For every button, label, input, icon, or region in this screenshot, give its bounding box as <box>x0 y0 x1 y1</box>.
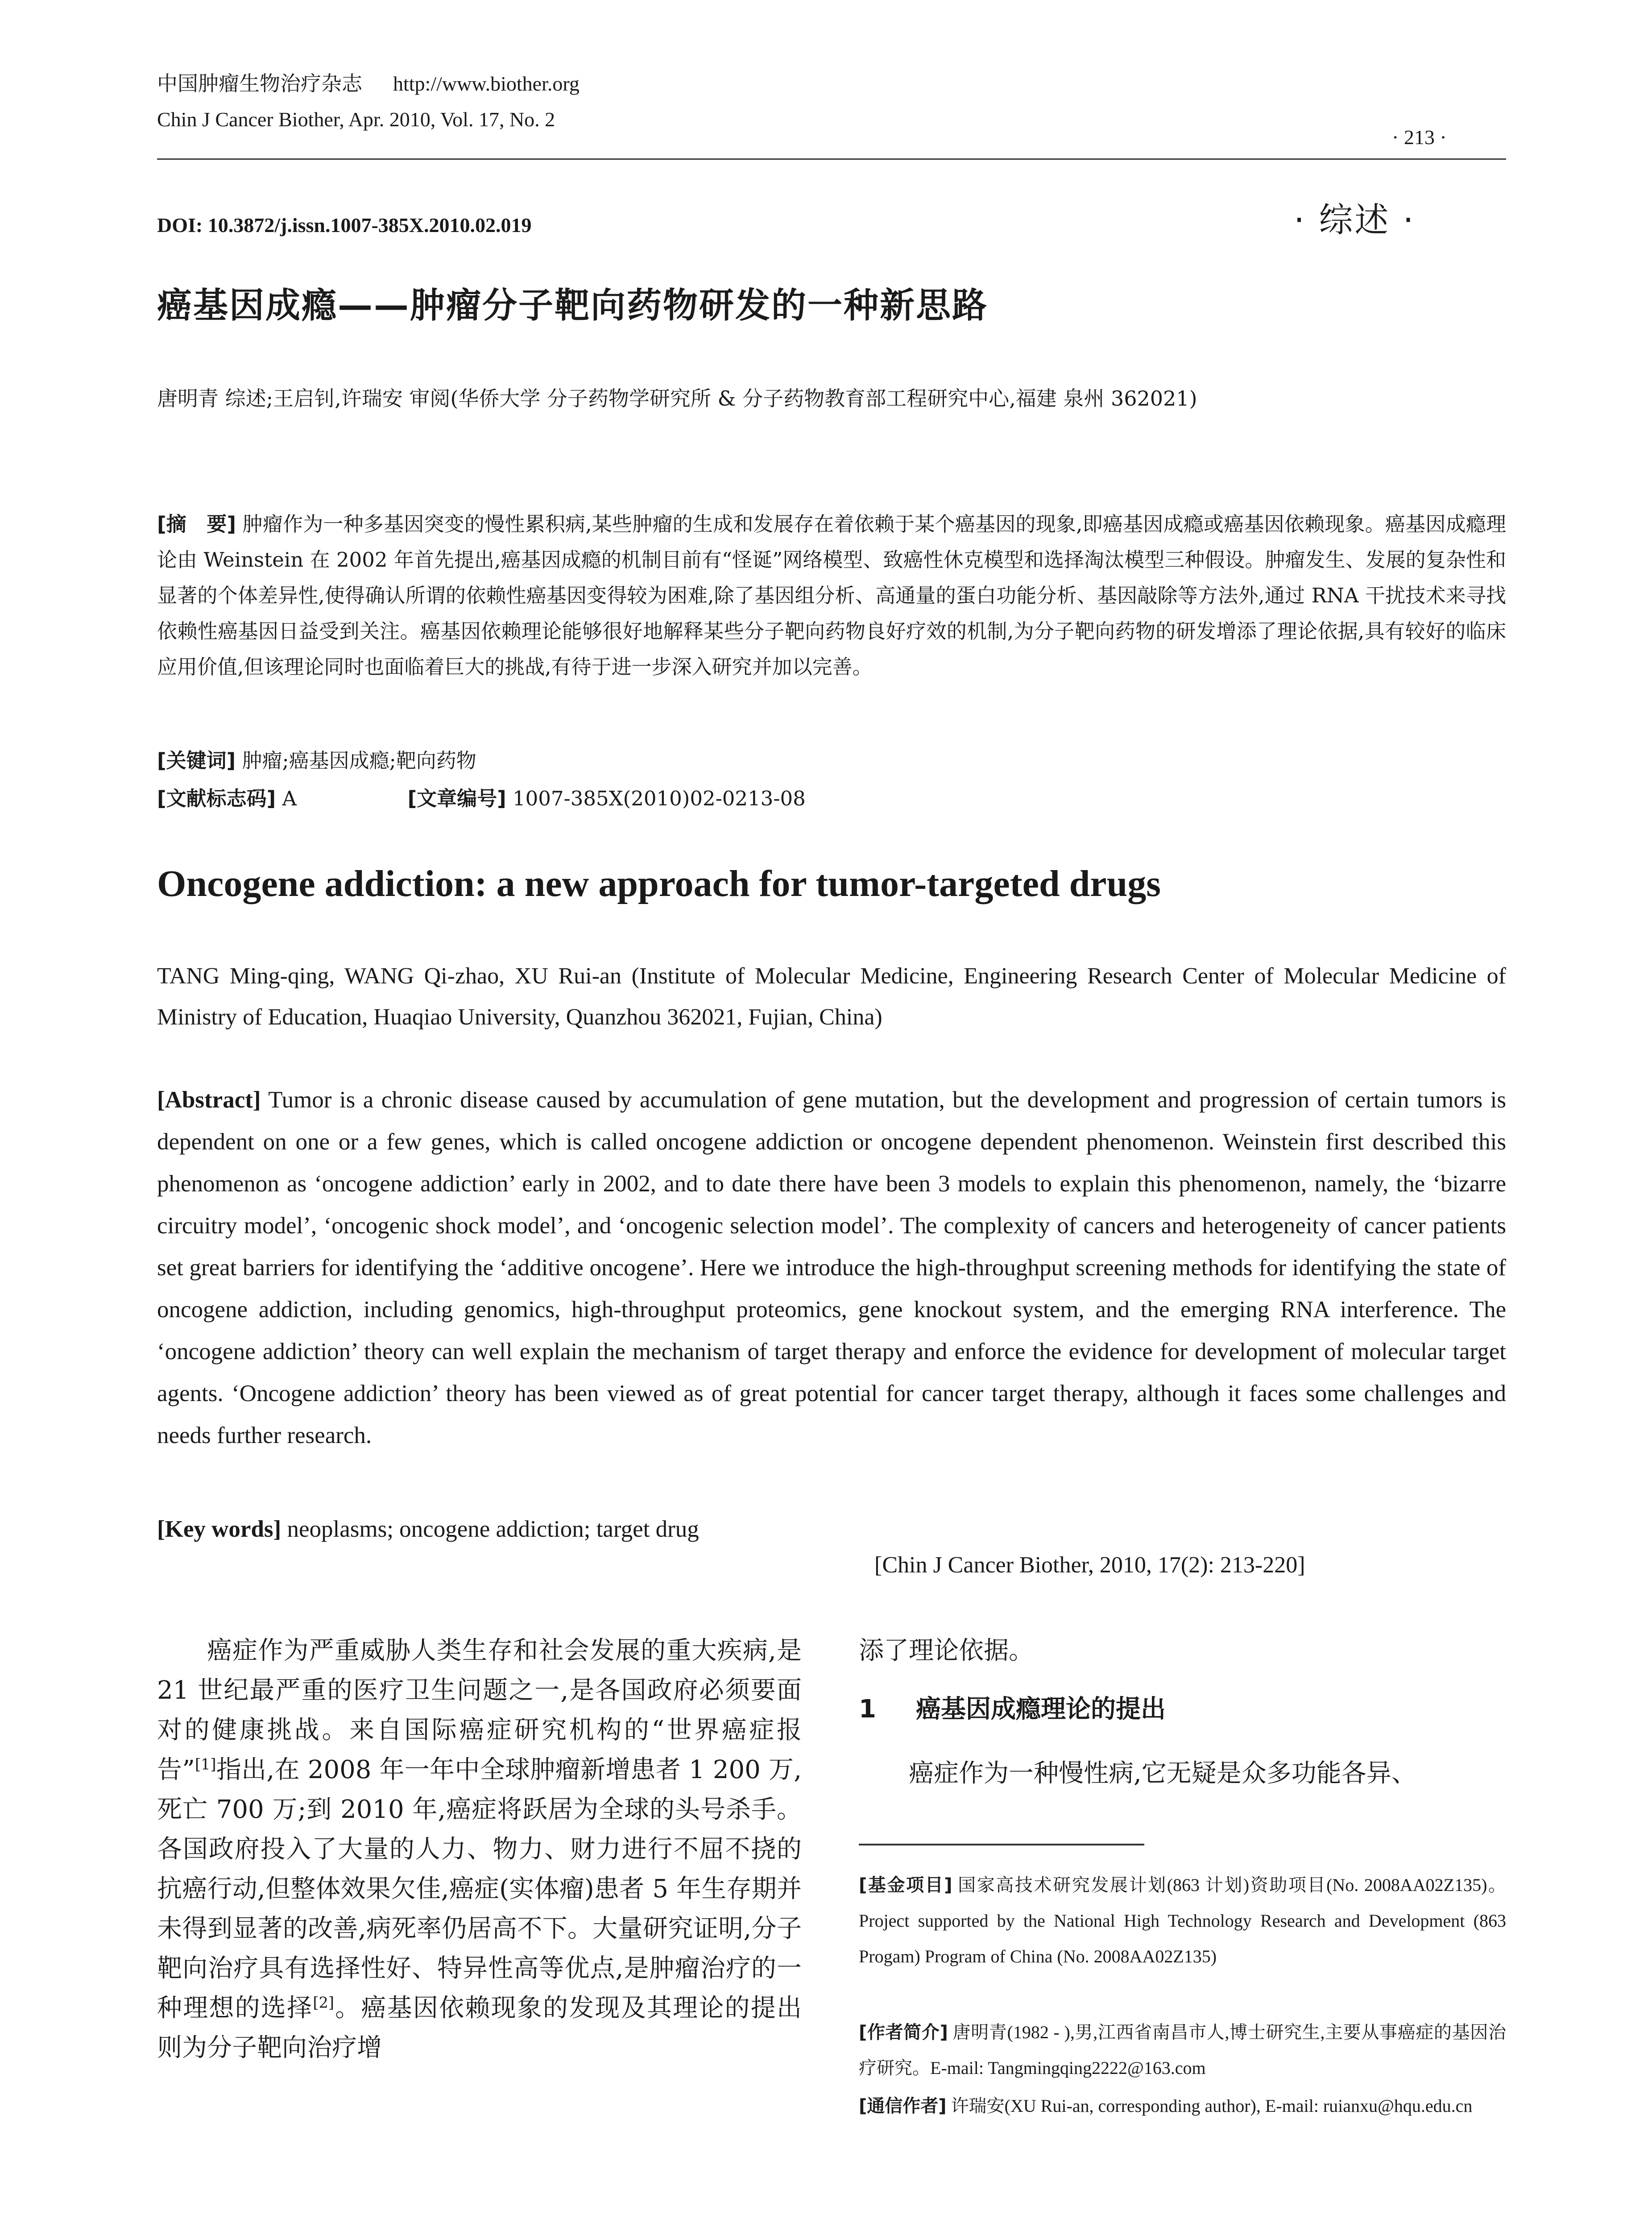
body-left-column <box>157 1631 802 2068</box>
body-paragraph-1b: 指出,在 2008 年一年中全球肿瘤新增患者 1 200 万,死亡 700 万;到 2010 年,癌症将跃居为全球的头号杀手。各国政府投入了大量的人力、物力、财力进行不屈不挠的抗癌行动,但整体效果欠佳,癌症(实体瘤)患者 5 年生存期并未得到显著的改善,病死率仍居高不下。大量研究证明,分子靶向治疗具有选择性好、特异性高等优点,是肿瘤治疗的一种理想的选择 <box>157 1755 802 2023</box>
header-rule <box>157 158 1506 160</box>
abstract-en <box>157 1079 1506 1456</box>
keywords-en-text: neoplasms; oncogene addiction; target drug <box>287 1516 699 1542</box>
abstract-cn-text: 肿瘤作为一种多基因突变的慢性累积病,某些肿瘤的生成和发展存在着依赖于某个癌基因的现象,即癌基因成瘾或癌基因依赖现象。癌基因成瘾理论由 Weinstein 在 2002 年首先提出,癌基因成瘾的机制目前有“怪诞”网络模型、致癌性休克模型和选择淘汰模型三种假设。肿瘤发生、发展的复杂性和显著的个体差异性,使得确认所谓的依赖性癌基因变得较为困难,除了基因组分析、高通量的蛋白功能分析、基因敲除等方法外,通过 RNA 干扰技术来寻找依赖性癌基因日益受到关注。癌基因依赖理论能够很好地解释某些分子靶向药物良好疗效的机制,为分子靶向药物的研发增添了理论依据,具有较好的临床应用价值,但该理论同时也面临着巨大的挑战,有待于进一步深入研究并加以完善。 <box>157 512 1506 679</box>
section-1-title: 癌基因成瘾理论的提出 <box>915 1695 1166 1724</box>
journal-name-cn: 中国肿瘤生物治疗杂志 <box>157 72 362 95</box>
correspondence-label: [通信作者] <box>859 2096 947 2116</box>
title-en: Oncogene addiction: a new approach for tumor-targeted drugs <box>157 863 1161 904</box>
abstract-en-label: [Abstract] <box>157 1087 261 1113</box>
footnote-fund <box>859 1867 1506 1974</box>
doi: DOI: 10.3872/j.issn.1007-385X.2010.02.019 <box>157 214 532 236</box>
doc-code-value: A <box>282 787 297 810</box>
running-header <box>157 66 1005 137</box>
footnote-author <box>859 2015 1506 2086</box>
article-no-label: [文章编号] <box>407 787 506 810</box>
header-line-1 <box>157 66 1005 102</box>
title-cn: 癌基因成瘾——肿瘤分子靶向药物研发的一种新思路 <box>157 286 989 326</box>
authors-cn: 唐明青 综述;王启钊,许瑞安 审阅(华侨大学 分子药物学研究所 & 分子药物教育部工程研究中心,福建 泉州 362021) <box>157 386 1197 411</box>
keywords-cn <box>157 743 1506 779</box>
journal-name-en: Chin J Cancer Biother, Apr. 2010, Vol. 17, No. 2 <box>157 108 555 131</box>
section-1-number: 1 <box>859 1695 876 1724</box>
correspondence-text: 许瑞安(XU Rui-an, corresponding author), E-mail: ruianxu@hqu.edu.cn <box>951 2096 1473 2116</box>
abstract-cn <box>157 506 1506 685</box>
fund-text: 国家高技术研究发展计划(863 计划)资助项目(No. 2008AA02Z135)。Project supported by the National High Technology Research and Development (863 Progam) Program of China (No. 2008AA02Z135) <box>859 1875 1507 1966</box>
article-no-value: 1007-385X(2010)02-0213-08 <box>513 787 806 810</box>
reference-2[interactable]: [2] <box>313 1994 334 2011</box>
reference-1[interactable]: [1] <box>195 1755 216 1773</box>
footnote-correspondence <box>859 2088 1506 2124</box>
fund-label: [基金项目] <box>859 1875 952 1895</box>
page-number: · 213 · <box>1392 126 1447 149</box>
keywords-cn-label: [关键词] <box>157 749 236 772</box>
keywords-en-label: [Key words] <box>157 1516 282 1542</box>
body-right-continued: 添了理论依据。 <box>859 1636 1034 1665</box>
footnote-rule <box>859 1844 1144 1845</box>
body-paragraph-1c: 。癌基因依赖现象的发现及其理论的提出则为分子靶向治疗增 <box>157 1994 802 2062</box>
abstract-en-text: Tumor is a chronic disease caused by accumulation of gene mutation, but the development and progression of certain tumors is dependent on one or a few genes, which is called oncogene addiction or oncogene dependent phenomenon. Weinstein first described this phenomenon as ‘oncogene addiction’ early in 2002, and to date there have been 3 models to explain this phenomenon, namely, the ‘bizarre circuitry model’, ‘oncogenic shock model’, and ‘oncogenic selection model’. The complexity of cancers and heterogeneity of cancer patients set great barriers for identifying the ‘additive oncogene’. Here we introduce the high-throughput screening methods for identifying the state of oncogene addiction, including genomics, high-throughput proteomics, gene knockout system, and the emerging RNA interference. The ‘oncogene addiction’ theory can well explain the mechanism of target therapy and enforce the evidence for development of molecular target agents. ‘Oncogene addiction’ theory has been viewed as of great potential for cancer target therapy, although it faces some challenges and needs further research. <box>157 1087 1506 1448</box>
abstract-cn-label: [摘 要] <box>157 512 236 536</box>
journal-url[interactable]: http://www.biother.org <box>393 72 580 95</box>
author-info-label: [作者简介] <box>859 2022 948 2043</box>
keywords-en <box>157 1508 1506 1550</box>
section-label: · 综述 · <box>1294 200 1416 240</box>
section-1-heading <box>859 1689 1166 1725</box>
body-paragraph-2: 癌症作为一种慢性病,它无疑是众多功能各异、 <box>909 1759 1416 1788</box>
body-paragraph-1a: 癌症作为严重威胁人类生存和社会发展的重大疾病,是 21 世纪最严重的医疗卫生问题之一,是各国政府必须要面对的健康挑战。来自国际癌症研究机构的“世界癌症报告” <box>157 1636 802 1784</box>
author-info-text: 唐明青(1982 - ),男,江西省南昌市人,博士研究生,主要从事癌症的基因治疗研究。E-mail: Tangmingqing2222@163.com <box>859 2022 1507 2078</box>
citation: [Chin J Cancer Biother, 2010, 17(2): 213-220] <box>874 1552 1305 1578</box>
authors-en: TANG Ming-qing, WANG Qi-zhao, XU Rui-an (Institute of Molecular Medicine, Engineering Research Center of Molecular Medicine of Ministry of Education, Huaqiao University, Quanzhou 362021, Fujian, China) <box>157 963 1506 1030</box>
article-codes <box>157 781 1506 817</box>
keywords-cn-text: 肿瘤;癌基因成瘾;靶向药物 <box>242 749 476 772</box>
doc-code-label: [文献标志码] <box>157 787 276 810</box>
